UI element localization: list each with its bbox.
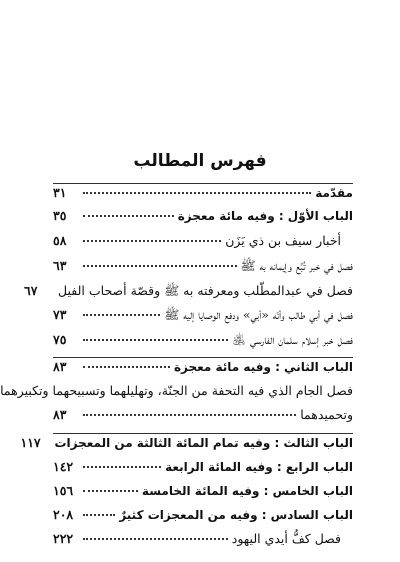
toc-entry[interactable] <box>53 531 353 549</box>
toc-entry[interactable] <box>53 507 353 525</box>
entry-title: فصل في عبدالمطّلب ومعرفته به ﷺ وقصّة أصحاب الفيل <box>58 283 353 298</box>
leader-dots <box>83 239 221 242</box>
entry-title: فصل في خبر تُبَّع وإيمانه به ﷺ <box>240 258 353 273</box>
leader-dots <box>83 264 237 267</box>
toc-entry[interactable] <box>53 359 353 377</box>
toc-entry[interactable] <box>53 332 353 350</box>
separator-line <box>53 433 353 434</box>
page-number: ٥٨ <box>53 233 67 248</box>
page-number: ٨٣ <box>53 407 67 422</box>
page-title: فهرس المطالب <box>133 151 267 171</box>
toc-entry[interactable] <box>53 307 353 325</box>
page-number: ٣١ <box>53 185 67 200</box>
entry-continuation: فصل الجام الذي فيه التحفة من الجنّة، وتهليلهما وتسبيحهما وتكبيرهما <box>0 383 353 398</box>
leader-dots <box>83 537 228 540</box>
page-number: ٨٣ <box>53 359 67 374</box>
entry-title: فصل في أبي طالب وأنّه «أبي» ودفع الوصايا إليه ﷺ <box>164 307 353 322</box>
entry-title: الباب الثالث : وفيه تمام المائة الثالثة من المعجزات <box>54 436 353 450</box>
page-number: ١٤٢ <box>53 459 74 474</box>
page-number: ٧٥ <box>53 332 67 347</box>
separator-line <box>53 183 353 184</box>
page-number: ١٥٦ <box>53 483 74 498</box>
entry-title: الباب الثاني : وفيه مائة معجزة <box>173 360 353 374</box>
leader-dots <box>83 413 296 416</box>
toc-entry[interactable] <box>53 258 353 276</box>
toc-entry[interactable] <box>53 185 353 203</box>
page-number: ٢٢٢ <box>53 531 74 546</box>
leader-dots <box>83 338 228 341</box>
toc-entry[interactable] <box>53 208 353 226</box>
leader-dots <box>83 191 311 194</box>
entry-title: فصل كفُّ أيدي اليهود <box>231 531 341 546</box>
toc-entry[interactable] <box>53 459 353 477</box>
leader-dots <box>83 513 115 516</box>
page-number: ١١٧ <box>20 435 41 450</box>
entry-title: الباب السادس : وفيه من المعجزات كثيرٌ <box>119 508 353 522</box>
toc-entry[interactable] <box>53 483 353 501</box>
entry-title: فصل خبر إسلام سلمان الفارسي ﵁ <box>232 332 353 347</box>
page-number: ٦٣ <box>53 258 67 273</box>
entry-title: أخبار سيف بن ذي يَزَن <box>225 233 341 248</box>
leader-dots <box>83 214 174 217</box>
entry-title: الباب الخامس : وفيه المائة الخامسة <box>141 484 353 498</box>
leader-dots <box>83 365 170 368</box>
leader-dots <box>83 313 160 316</box>
leader-dots <box>83 465 161 468</box>
page-number: ٢٠٨ <box>53 507 74 522</box>
toc-entry[interactable] <box>53 407 353 425</box>
separator-line <box>53 357 353 358</box>
toc-entry[interactable] <box>24 283 353 301</box>
entry-title: الباب الرابع : وفيه المائة الرابعة <box>165 460 353 474</box>
page-number: ٣٥ <box>53 208 67 223</box>
entry-title: وتحميدهما <box>300 407 353 422</box>
page-number: ٧٣ <box>53 307 67 322</box>
page-number: ٦٧ <box>24 283 38 298</box>
toc-entry[interactable] <box>20 435 353 453</box>
entry-title: الباب الأوّل : وفيه مائة معجزة <box>177 209 353 223</box>
entry-title: مقدّمة <box>315 186 353 200</box>
leader-dots <box>83 489 138 492</box>
toc-entry[interactable] <box>53 233 353 251</box>
